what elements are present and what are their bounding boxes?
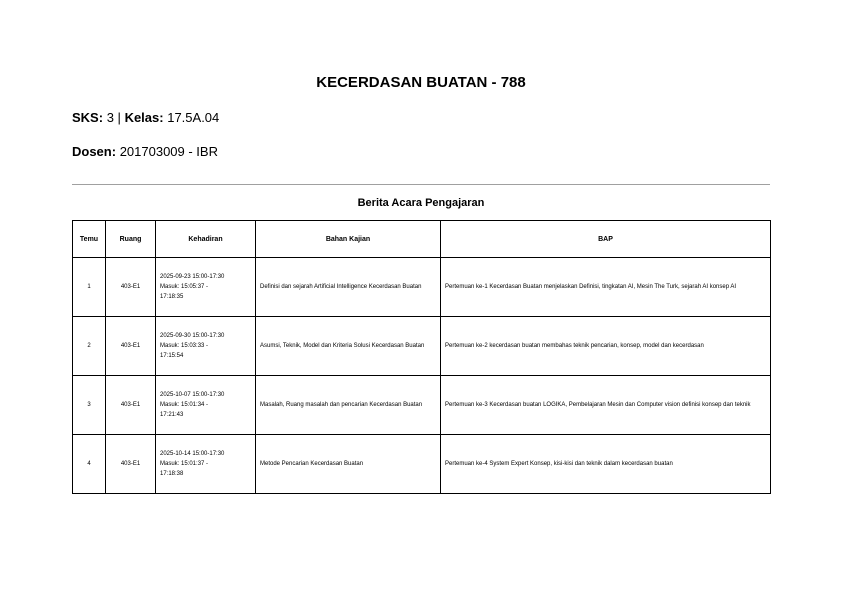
column-header-bahan-kajian: Bahan Kajian xyxy=(256,221,441,258)
kehadiran-masuk: Masuk: 15:03:33 - xyxy=(160,343,209,349)
cell-bap: Pertemuan ke-2 kecerdasan buatan membahas teknik pencarian, konsep, model dan kecerdasan xyxy=(441,317,771,376)
table-row xyxy=(73,435,771,494)
table-row xyxy=(73,258,771,317)
column-header-temu: Temu xyxy=(73,221,106,258)
kehadiran-jadwal: 2025-10-07 15:00-17:30 xyxy=(160,392,225,398)
cell-temu: 3 xyxy=(73,376,106,435)
sks-value: 3 xyxy=(106,110,114,125)
cell-kehadiran xyxy=(156,258,256,317)
cell-bahan-kajian: Masalah, Ruang masalah dan pencarian Kecerdasan Buatan xyxy=(256,376,441,435)
dosen-label: Dosen: xyxy=(72,144,117,159)
column-header-kehadiran: Kehadiran xyxy=(156,221,256,258)
cell-ruang: 403-E1 xyxy=(106,258,156,317)
cell-ruang: 403-E1 xyxy=(106,376,156,435)
kehadiran-keluar: 17:15:54 xyxy=(160,353,184,359)
kehadiran-jadwal: 2025-10-14 15:00-17:30 xyxy=(160,451,225,457)
cell-ruang: 403-E1 xyxy=(106,435,156,494)
sks-label: SKS: xyxy=(72,110,104,125)
section-title: Berita Acara Pengajaran xyxy=(357,197,485,209)
meta-separator: | xyxy=(117,110,121,125)
kehadiran-keluar: 17:18:35 xyxy=(160,294,184,300)
cell-temu: 4 xyxy=(73,435,106,494)
table-header-row xyxy=(73,221,771,258)
table-row xyxy=(73,376,771,435)
dosen-value: 201703009 - IBR xyxy=(119,144,218,159)
cell-kehadiran xyxy=(156,317,256,376)
lecturer-line xyxy=(72,144,218,159)
column-header-ruang: Ruang xyxy=(106,221,156,258)
teaching-log-table xyxy=(72,220,771,494)
cell-kehadiran xyxy=(156,376,256,435)
cell-temu: 1 xyxy=(73,258,106,317)
cell-bahan-kajian: Asumsi, Teknik, Model dan Kriteria Solusi Kecerdasan Buatan xyxy=(256,317,441,376)
header-divider xyxy=(72,184,770,185)
kelas-value: 17.5A.04 xyxy=(167,110,220,125)
kehadiran-keluar: 17:18:38 xyxy=(160,471,184,477)
cell-bap: Pertemuan ke-4 System Expert Konsep, kisi-kisi dan teknik dalam kecerdasan buatan xyxy=(441,435,771,494)
kehadiran-masuk: Masuk: 15:01:37 - xyxy=(160,461,209,467)
kehadiran-masuk: Masuk: 15:05:37 - xyxy=(160,284,209,290)
kehadiran-jadwal: 2025-09-30 15:00-17:30 xyxy=(160,333,225,339)
cell-bap: Pertemuan ke-3 Kecerdasan buatan LOGIKA, Pembelajaran Mesin dan Computer vision definisi konsep dan teknik xyxy=(441,376,771,435)
cell-bahan-kajian: Definisi dan sejarah Artificial Intelligence Kecerdasan Buatan xyxy=(256,258,441,317)
column-header-bap: BAP xyxy=(441,221,771,258)
page-title: KECERDASAN BUATAN - 788 xyxy=(316,74,526,91)
cell-bahan-kajian: Metode Pencarian Kecerdasan Buatan xyxy=(256,435,441,494)
cell-bap: Pertemuan ke-1 Kecerdasan Buatan menjelaskan Definisi, tingkatan AI, Mesin The Turk, sejarah AI konsep AI xyxy=(441,258,771,317)
kehadiran-jadwal: 2025-09-23 15:00-17:30 xyxy=(160,274,225,280)
kehadiran-masuk: Masuk: 15:01:34 - xyxy=(160,402,209,408)
kelas-label: Kelas: xyxy=(124,110,164,125)
course-meta-line xyxy=(72,110,219,125)
cell-temu: 2 xyxy=(73,317,106,376)
table-row xyxy=(73,317,771,376)
cell-ruang: 403-E1 xyxy=(106,317,156,376)
kehadiran-keluar: 17:21:43 xyxy=(160,412,184,418)
cell-kehadiran xyxy=(156,435,256,494)
